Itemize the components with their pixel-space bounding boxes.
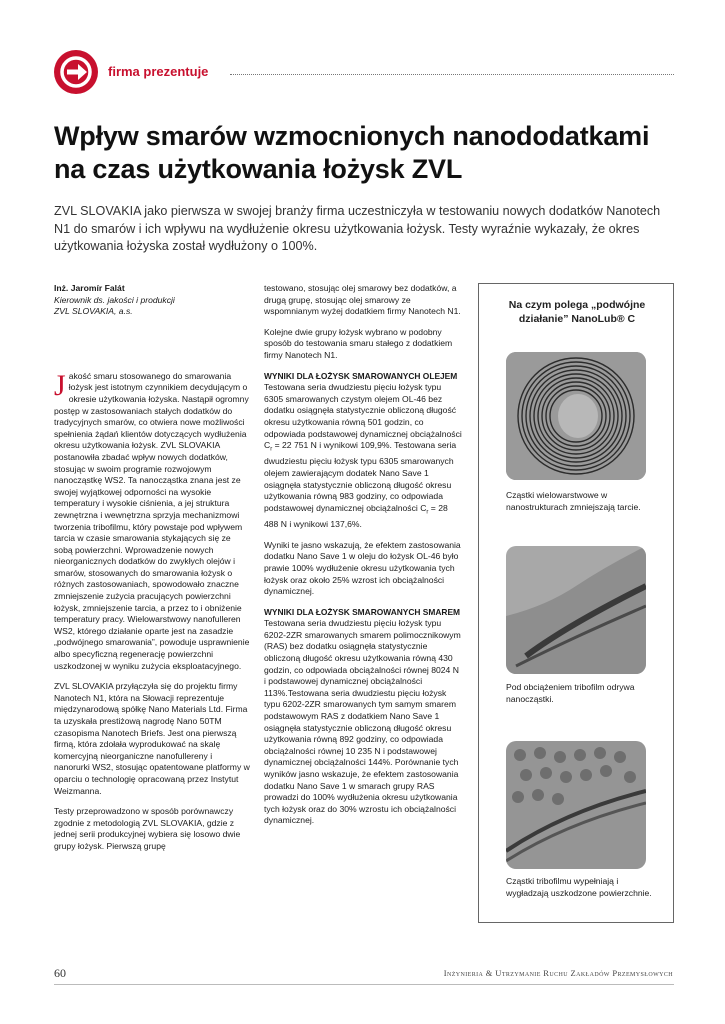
body-paragraph: testowano, stosując olej smarowy bez dodatków, a drugą grupę, stosując olej smarowy ze wspomnianym wyżej dodatkiem firmy Nanotech N1.	[264, 283, 461, 317]
body-paragraph: Testy przeprowadzono w sposób porównawczy zgodnie z metodologią ZVL SLOVAKIA, gdzie z jednej serii produkcyjnej wybiera się losowo dwie grupy łożysk. Pierwszą grupę	[54, 806, 241, 851]
sidebar-caption-1: Cząstki wielowarstwowe w nanostrukturach zmniejszają tarcie.	[506, 490, 641, 512]
article-title	[54, 120, 674, 186]
text-column-2	[264, 283, 462, 836]
article-title-line-1: Wpływ smarów wzmocnionych nanododatkami	[54, 121, 650, 151]
tribofilm-image	[506, 546, 646, 674]
sidebar-title: Na czym polega „podwójne działanie” NanoLub® C	[508, 299, 646, 325]
subscript: r	[270, 446, 273, 453]
subscript: r	[426, 509, 429, 516]
drop-cap: J	[54, 368, 66, 402]
body-paragraph: Kolejne dwie grupy łożysk wybrano w podobny sposób do testowania smaru stałego z dodatkiem firmy Nanotech N1.	[264, 326, 453, 360]
body-paragraph: Wyniki te jasno wskazują, że efektem zastosowania dodatku Nano Save 1 w oleju do łożysk OL-46 było prawie 100% wydłużenie okresu użytkowania tych łożysk oraz około 25% wzrost ich obciążalności dynamicznej.	[264, 539, 461, 597]
journal-name: Inżynieria & Utrzymanie Ruchu Zakładów Przemysłowych	[443, 968, 673, 978]
body-text: = 22 751 N i wynikowi 109,9%. Testowana seria dwudziestu pięciu łożysk typu 6305 smarowanych olejem zawierającym dodatek Nano Save 1 osiągnęła statystycznie obliczoną długość okresu użytkowania równą 983 godziny, co odpowiada podstawowej dynamicznej obciążalności C	[264, 440, 457, 513]
section-heading: WYNIKI DLA ŁOŻYSK SMAROWANYCH SMAREM	[264, 606, 461, 617]
article-title-line-2: na czas użytkowania łożysk ZVL	[54, 154, 463, 184]
header-divider	[230, 74, 674, 75]
body-text: = 28 488 N i wynikowi 137,6%.	[264, 502, 448, 530]
surface-repair-image	[506, 741, 646, 869]
body-text: Testowana seria dwudziestu pięciu łożysk typu 6305 smarowanych czystym olejem OL-46 bez dodatku osiągnęła statystycznie obliczoną długość okresu użytkowania równą 501 godzin, co odpowiada podstawowej dynamicznej obciążalności C	[264, 382, 462, 451]
author-name: Inż. Jaromír Falát	[54, 283, 125, 293]
arrow-right-icon	[54, 50, 98, 94]
text-column-1	[54, 283, 250, 862]
section-header	[54, 50, 674, 98]
body-paragraph: Testowana seria dwudziestu pięciu łożysk typu 6202-2ZR smarowanych smarem polimocznikowym (RAS) bez dodatku osiągnęła statystycznie obliczoną długość okresu użytkowania równą 430 godzin, co odpowiada obciążalności równej 8024 N i podstawowej dynamicznej obciążalności 113%.Testowana seria dwudziestu pięciu łożysk typu 6202-2ZR smarowanych tym samym smarem podstawowym RAS z dodatkiem Nano Save 1 osiągnęła statystycznie obliczoną długość okresu użytkowania równą 892 godziny, co odpowiada obciążalności równej 10 235 N i podstawowej dynamicznej obciążalności 144%. Porównanie tych wyników jasno wskazuje, że efektem zastosowania dodatku Nano Save 1 w smarach grupy RAS prowadzi do 100% wydłużenia okresu użytkowania tych łożysk oraz do 30% wzrostu ich obciążalności dynamicznej.	[264, 618, 461, 826]
sidebar-caption-2: Pod obciążeniem tribofilm odrywa nanocząstki.	[506, 682, 635, 704]
section-label: firma prezentuje	[108, 64, 209, 79]
author-role: Kierownik ds. jakości i produkcji	[54, 294, 175, 305]
sidebar-caption-3: Cząstki tribofilmu wypełniają i wygładzają uszkodzone powierzchnie.	[506, 876, 652, 898]
section-heading: WYNIKI DLA ŁOŻYSK SMAROWANYCH OLEJEM	[264, 370, 458, 381]
footer-divider	[54, 984, 674, 985]
sidebar-box	[478, 283, 674, 923]
body-paragraph: akość smaru stosowanego do smarowania łożysk jest istotnym czynnikiem decydującym o okresie użytkowania łożyska. Nastąpił ogromny postęp w zastosowaniach stałych dodatków do tradycyjnych smarów, co otwiera nowe możliwości spełnienia żądań klientów dotyczących wydłużenia okresu użytkowania łożysk. ZVL SLOVAKIA postanowiła zbadać wpływ nowych dodatków, stosując w swoim programie rozwojowym nanocząstkę WS2. Ta nanocząstka znana jest ze swojej wyjątkowej odporności na wysokie temperatury i wysokie ciśnienia, a jej struktura zewnętrzna i wewnętrzna sprzyja mechanizmowi tworzenia tribofilmu, który powstaje pod wpływem tarcia w czasie smarowania stykających się ze sobą powierzchni. Wprowadzenie nowych nieorganicznych dodatków do zwykłych olejów i smarów, stosowanych do smarowania łożysk o różnych zastosowaniach, spowodowało znaczne zmniejszenie zużycia pracujących powierzchni łożysk, zmniejszenie tarcia, a przez to i obniżenie temperatury pracy. Wielowarstwowy nanofulleren WS2, którego działanie oparte jest na zasadzie „podwójnego smarowania”, powoduje usprawnienie albo specyficzną regenerację powierzchni uszkodzonej w wyniku zużycia eksploatacyjnego.	[54, 370, 250, 671]
page-number: 60	[54, 966, 66, 980]
article-lead: ZVL SLOVAKIA jako pierwsza w swojej branży firma uczestniczyła w testowaniu nowych dodatków Nanotech N1 do smarów i ich wpływu na wydłużenie okresu użytkowania łożysk. Testy wyraźnie wykazały, że okres użytkowania łożyska został wydłużony o 100%.	[54, 204, 661, 254]
author-company: ZVL SLOVAKIA, a.s.	[54, 306, 133, 317]
nanoparticle-image	[506, 352, 646, 480]
body-paragraph: ZVL SLOVAKIA przyłączyła się do projektu firmy Nanotech N1, która na Słowacji reprezentuje międzynarodową spółkę Nano Materials Ltd. Firma ta uzyskała prestiżową nagrodę Nano 50TM czasopisma Nanotech Briefs. Jest ona pierwszą firmą, która zdołała wyprodukować na skalę komercyjną nieorganiczne nanofullereny i nanorurki WS2, stosując opatentowane platformy w oparciu o technologię opracowaną przez Instytut Weizmanna.	[54, 681, 250, 796]
